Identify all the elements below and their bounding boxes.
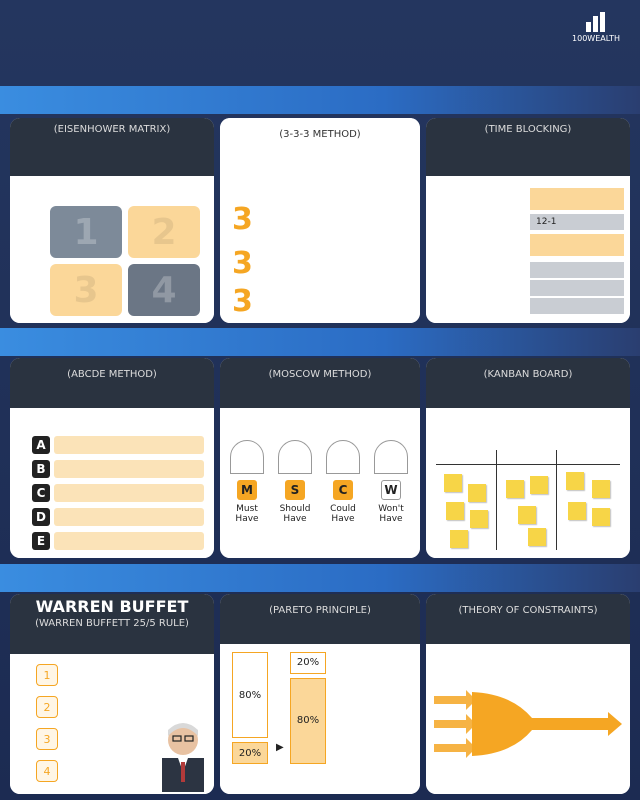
quadrant-number: 3: [73, 269, 99, 311]
quadrant-do-now: [50, 206, 122, 258]
quadrant-number: 2: [151, 211, 177, 253]
moscow-thai-label: [278, 440, 312, 474]
pareto-result-20: 20%: [290, 652, 326, 674]
card-header: [220, 358, 420, 408]
priority-text: [54, 532, 204, 550]
card-header: [10, 118, 214, 176]
kanban-divider: [556, 450, 557, 550]
moscow-thai-label: [230, 440, 264, 474]
card-subtitle: (3-3-3 METHOD): [279, 129, 361, 140]
card-body: [10, 408, 214, 558]
section-individual: [0, 86, 640, 114]
card-333: [220, 118, 420, 323]
sticky-note: [506, 480, 524, 498]
card-body: [10, 176, 214, 323]
sticky-note: [568, 502, 586, 520]
card-buffett: [10, 594, 214, 794]
sticky-note: [518, 506, 536, 524]
card-body: [220, 408, 420, 558]
brand-name: 100WEALTH: [572, 34, 620, 43]
card-subtitle: (MOSCOW METHOD): [268, 369, 372, 380]
card-title-2: WARREN BUFFET: [35, 597, 189, 616]
priority-letter: A: [32, 436, 50, 454]
step-number: 1: [36, 664, 58, 686]
pareto-effort-20: 20%: [232, 742, 268, 764]
card-toc: [426, 594, 630, 794]
quadrant-number: 4: [151, 269, 177, 311]
card-header: [10, 594, 214, 654]
sticky-note: [592, 480, 610, 498]
moscow-letter: M: [237, 480, 257, 500]
priority-letter: B: [32, 460, 50, 478]
time-slot: [530, 280, 624, 296]
moscow-english: Should Have: [279, 504, 311, 524]
quadrant-number: 1: [73, 211, 99, 253]
priority-text: [54, 484, 204, 502]
card-header: [426, 594, 630, 644]
card-header: [426, 358, 630, 408]
sticky-note: [470, 510, 488, 528]
card-subtitle: (TIME BLOCKING): [484, 124, 572, 135]
quadrant-schedule: [128, 206, 200, 258]
moscow-column: [326, 440, 360, 550]
page-title: [0, 8, 600, 44]
sticky-note: [566, 472, 584, 490]
item-number: 3: [232, 284, 253, 319]
card-body: [220, 644, 420, 794]
card-subtitle: (EISENHOWER MATRIX): [53, 124, 171, 135]
moscow-thai-label: [326, 440, 360, 474]
bottleneck-funnel-icon: [432, 674, 622, 774]
portrait-illustration: [156, 714, 210, 792]
priority-text: [54, 436, 204, 454]
page-subtitle: [0, 46, 600, 78]
card-header: [220, 118, 420, 176]
pareto-effort-80: 80%: [232, 652, 268, 738]
card-moscow: [220, 358, 420, 558]
time-slot: [530, 234, 624, 256]
card-subtitle: (KANBAN BOARD): [483, 369, 573, 380]
priority-text: [54, 460, 204, 478]
priority-text: [54, 508, 204, 526]
step-number: 2: [36, 696, 58, 718]
time-slot: [530, 188, 624, 210]
step-number: 4: [36, 760, 58, 782]
moscow-english: Could Have: [330, 504, 356, 524]
sticky-note: [592, 508, 610, 526]
brand-bars-icon: [582, 12, 610, 32]
section-team: [0, 328, 640, 356]
card-body: [426, 176, 630, 323]
kanban-header-line: [436, 464, 620, 465]
card-body: [220, 176, 420, 323]
card-header: [10, 358, 214, 408]
pareto-result-80: 80%: [290, 678, 326, 764]
brand-logo: [566, 12, 626, 43]
moscow-column: [278, 440, 312, 550]
time-slot: [530, 298, 624, 314]
moscow-letter: C: [333, 480, 353, 500]
priority-letter: E: [32, 532, 50, 550]
card-pareto: [220, 594, 420, 794]
moscow-column: [230, 440, 264, 550]
card-body: [10, 654, 214, 794]
time-slot: [530, 262, 624, 278]
time-slot: 12-1: [530, 214, 624, 230]
sticky-note: [530, 476, 548, 494]
moscow-english: Must Have: [235, 504, 259, 524]
sticky-note: [450, 530, 468, 548]
card-subtitle: (WARREN BUFFETT 25/5 RULE): [35, 618, 189, 629]
quadrant-delegate: [50, 264, 122, 316]
sticky-note: [446, 502, 464, 520]
card-header: [220, 594, 420, 644]
sticky-note: [468, 484, 486, 502]
kanban-divider: [496, 450, 497, 550]
sticky-note: [444, 474, 462, 492]
sticky-note: [528, 528, 546, 546]
card-body: [426, 644, 630, 794]
card-elon: [426, 118, 630, 323]
moscow-letter: W: [381, 480, 401, 500]
card-subtitle: (PARETO PRINCIPLE): [269, 605, 371, 616]
card-abcde: [10, 358, 214, 558]
priority-letter: C: [32, 484, 50, 502]
card-eisenhower: [10, 118, 214, 323]
moscow-column: [374, 440, 408, 550]
moscow-english: Won't Have: [378, 504, 404, 524]
card-body: [426, 408, 630, 558]
item-number: 3: [232, 246, 253, 281]
arrow-icon: ▶: [276, 742, 284, 753]
priority-letter: D: [32, 508, 50, 526]
section-leader: [0, 564, 640, 592]
card-kanban: [426, 358, 630, 558]
item-number: 3: [232, 202, 253, 237]
moscow-letter: S: [285, 480, 305, 500]
moscow-thai-label: [374, 440, 408, 474]
card-header: [426, 118, 630, 176]
card-subtitle: (ABCDE METHOD): [67, 369, 157, 380]
step-number: 3: [36, 728, 58, 750]
card-subtitle: (THEORY OF CONSTRAINTS): [458, 605, 598, 616]
quadrant-eliminate: [128, 264, 200, 316]
